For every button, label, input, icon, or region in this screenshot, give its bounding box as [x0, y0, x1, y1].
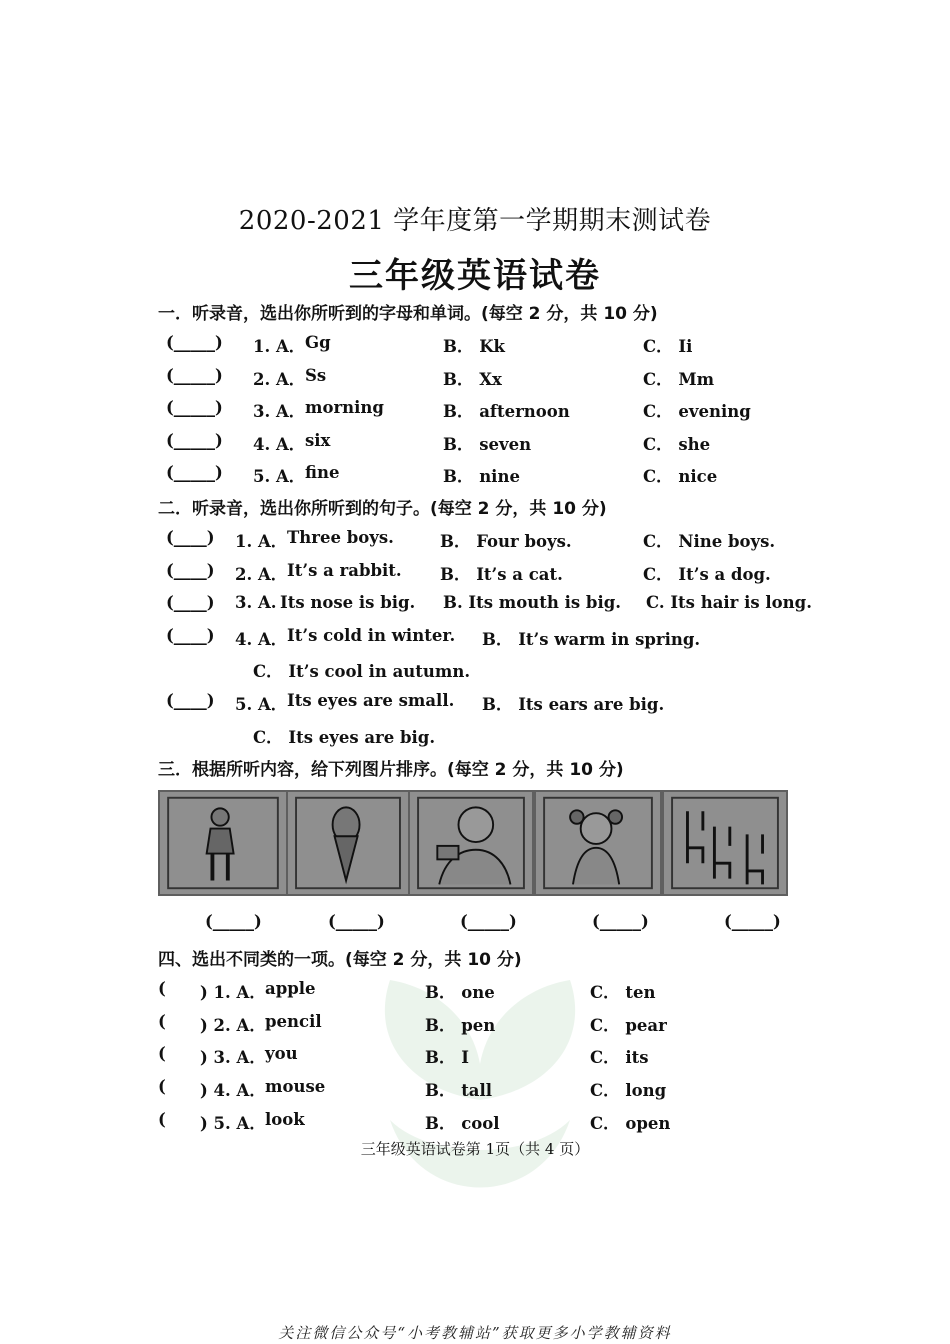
option-c: C． she — [643, 435, 711, 454]
option-b: B． Four boys. — [440, 532, 572, 551]
answer-paren[interactable]: ( — [158, 1044, 166, 1063]
option-c: C． Ii — [643, 337, 693, 356]
picture-strip — [158, 790, 788, 898]
option-a: look — [265, 1110, 305, 1129]
option-b: B． Xx — [443, 370, 502, 389]
s2-question-5 — [0, 691, 950, 747]
option-c: C． evening — [643, 402, 751, 421]
question-number: 3. A． — [253, 402, 306, 421]
s1-question-3 — [0, 398, 950, 420]
s4-question-5 — [0, 1110, 950, 1132]
question-number: 2. A． — [253, 370, 306, 389]
section2-heading: 二．听录音，选出你所听到的句子。(每空 2 分，共 10 分) — [158, 499, 607, 519]
question-number: ) 5. A． — [200, 1114, 266, 1133]
question-number: ) 2. A． — [200, 1016, 266, 1035]
answer-paren[interactable]: ( — [158, 979, 166, 998]
option-c: C. Its hair is long. — [646, 593, 812, 612]
option-c: C． long — [590, 1081, 667, 1100]
exam-subtitle: 三年级英语试卷 — [349, 256, 601, 296]
section4-heading: 四、选出不同类的一项。(每空 2 分，共 10 分) — [158, 950, 522, 970]
option-b: B． pen — [425, 1016, 496, 1035]
question-number: ) 1. A． — [200, 983, 266, 1002]
option-b: B． Its ears are big. — [482, 695, 665, 714]
option-a: It’s a rabbit. — [287, 561, 402, 580]
option-c: C． It’s cool in autumn. — [253, 662, 471, 681]
s1-question-5 — [0, 463, 950, 485]
boy-picture — [158, 790, 288, 896]
option-b: B． Kk — [443, 337, 505, 356]
s4-question-3 — [0, 1044, 950, 1066]
s2-question-3 — [0, 593, 950, 615]
option-c: C． pear — [590, 1016, 667, 1035]
option-b: B． one — [425, 983, 495, 1002]
s2-question-4 — [0, 626, 950, 681]
answer-paren[interactable]: ( — [158, 1077, 166, 1096]
option-b: B． I — [425, 1048, 469, 1067]
option-c: C． It’s a dog. — [643, 565, 771, 584]
answer-blank[interactable]: (____) — [166, 561, 215, 580]
option-c: C． Nine boys. — [643, 532, 776, 551]
answer-blank[interactable]: (____) — [166, 528, 215, 547]
answer-paren[interactable]: ( — [158, 1012, 166, 1031]
option-c: C． Its eyes are big. — [253, 728, 436, 747]
s1-question-1 — [0, 333, 950, 355]
s4-question-2 — [0, 1012, 950, 1034]
s2-question-1 — [0, 528, 950, 550]
picture-blank-3[interactable]: (_____) — [460, 912, 517, 931]
question-number: ) 3. A． — [200, 1048, 266, 1067]
option-a: Three boys. — [287, 528, 394, 547]
option-b: B． It’s a cat. — [440, 565, 563, 584]
option-c: C． its — [590, 1048, 649, 1067]
answer-blank[interactable]: (____) — [166, 626, 215, 645]
question-number: 4. A． — [253, 435, 306, 454]
option-b: B． seven — [443, 435, 532, 454]
option-b: B． tall — [425, 1081, 493, 1100]
option-b: B. Its mouth is big. — [443, 593, 622, 612]
question-number: ) 4. A． — [200, 1081, 266, 1100]
question-number: 5. A． — [253, 467, 306, 486]
s4-question-1 — [0, 979, 950, 1001]
question-number: 2. A． — [235, 565, 288, 584]
question-number: 1. A． — [253, 337, 306, 356]
answer-blank[interactable]: (____) — [166, 691, 215, 710]
option-a: pencil — [265, 1012, 322, 1031]
option-a: Its nose is big. — [280, 593, 416, 612]
question-number: 4. A． — [235, 630, 288, 649]
answer-blank[interactable]: (_____) — [166, 398, 223, 417]
option-a: six — [305, 431, 331, 450]
s4-question-4 — [0, 1077, 950, 1099]
question-number: 1. A． — [235, 532, 288, 551]
option-a: Ss — [305, 366, 327, 385]
option-a: mouse — [265, 1077, 326, 1096]
option-c: C． Mm — [643, 370, 715, 389]
option-a: It’s cold in winter. — [287, 626, 456, 645]
chairs-picture — [662, 790, 788, 896]
option-c: C． ten — [590, 983, 656, 1002]
exam-title: 2020-2021 学年度第一学期期末测试卷 — [238, 206, 712, 236]
option-a: Gg — [305, 333, 331, 352]
picture-blank-1[interactable]: (_____) — [205, 912, 262, 931]
s2-question-2 — [0, 561, 950, 583]
option-c: C． open — [590, 1114, 671, 1133]
option-a: fine — [305, 463, 340, 482]
picture-blank-5[interactable]: (_____) — [724, 912, 781, 931]
page-footer: 三年级英语试卷第 1页（共 4 页） — [360, 1140, 590, 1158]
option-a: Its eyes are small. — [287, 691, 455, 710]
promo-line: 关注微信公众号“小考教辅站”获取更多小学教辅资料 — [278, 1324, 672, 1342]
answer-blank[interactable]: (_____) — [166, 366, 223, 385]
option-a: morning — [305, 398, 384, 417]
picture-blank-4[interactable]: (_____) — [592, 912, 649, 931]
man-eating-picture — [408, 790, 534, 896]
question-number: 3. A. — [235, 593, 277, 612]
girl-picture — [534, 790, 662, 896]
section1-heading: 一．听录音，选出你所听到的字母和单词。(每空 2 分，共 10 分) — [158, 304, 658, 324]
answer-paren[interactable]: ( — [158, 1110, 166, 1129]
option-a: apple — [265, 979, 316, 998]
answer-blank[interactable]: (____) — [166, 593, 215, 612]
option-c: C． nice — [643, 467, 718, 486]
option-b: B． It’s warm in spring. — [482, 630, 701, 649]
section3-heading: 三．根据所听内容，给下列图片排序。(每空 2 分，共 10 分) — [158, 760, 624, 780]
option-b: B． cool — [425, 1114, 500, 1133]
picture-blank-2[interactable]: (_____) — [328, 912, 385, 931]
option-a: you — [265, 1044, 298, 1063]
option-b: B． afternoon — [443, 402, 570, 421]
ice-cream-picture — [286, 790, 410, 896]
question-number: 5. A． — [235, 695, 288, 714]
s1-question-4 — [0, 431, 950, 453]
answer-blank[interactable]: (_____) — [166, 431, 223, 450]
answer-blank[interactable]: (_____) — [166, 333, 223, 352]
s1-question-2 — [0, 366, 950, 388]
option-b: B． nine — [443, 467, 520, 486]
answer-blank[interactable]: (_____) — [166, 463, 223, 482]
